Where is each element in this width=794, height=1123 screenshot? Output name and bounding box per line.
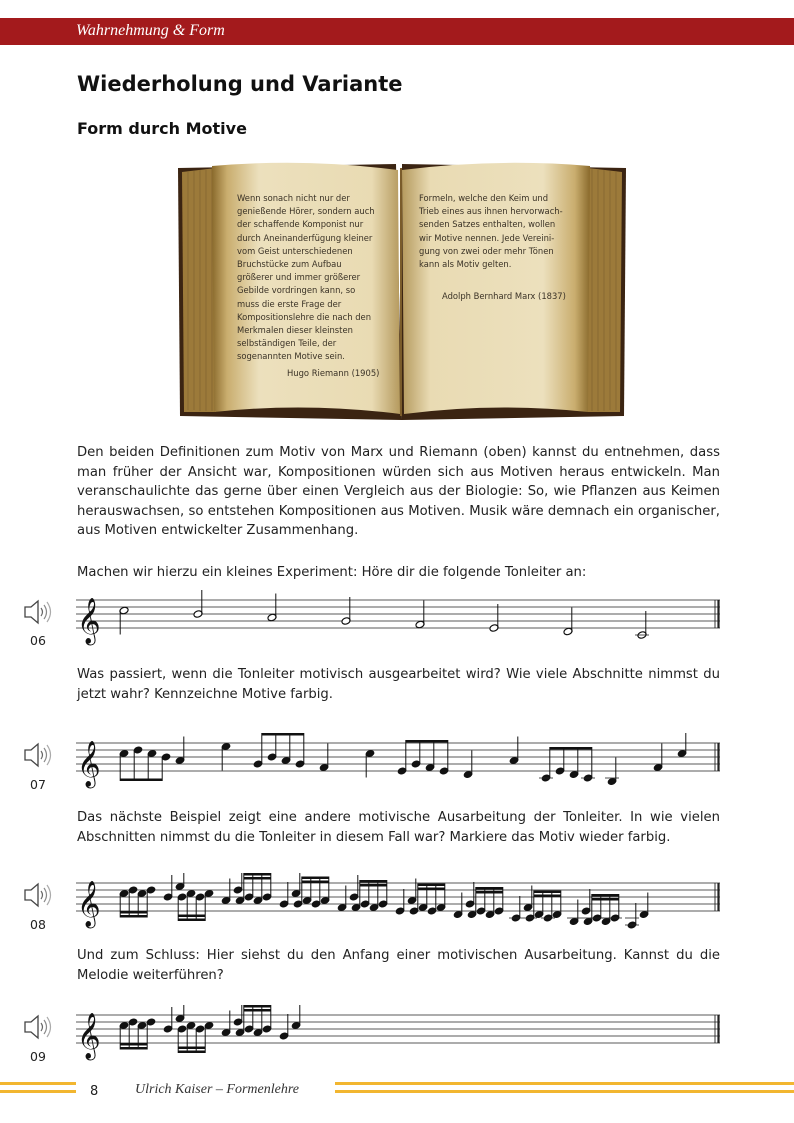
quote-line: sogenannten Motive sein. bbox=[237, 351, 345, 362]
track-number-08: 08 bbox=[30, 917, 46, 932]
quote-line: der schaffende Komponist nur bbox=[237, 219, 364, 230]
speaker-icon[interactable] bbox=[22, 1012, 54, 1042]
quote-line: genießende Hörer, sondern auch bbox=[237, 206, 375, 217]
quote-line: senden Satzes enthalten, wollen bbox=[419, 219, 556, 230]
page-number: 8 bbox=[90, 1084, 99, 1099]
staff-06 bbox=[76, 590, 724, 646]
staff-09 bbox=[76, 1005, 724, 1061]
quote-line: Gebilde vordringen kann, so bbox=[237, 285, 356, 296]
book-left-citation: Hugo Riemann (1905) bbox=[287, 368, 380, 378]
track-number-06: 06 bbox=[30, 633, 46, 648]
footer-author: Ulrich Kaiser – Formenlehre bbox=[135, 1082, 299, 1097]
question-paragraph-2: Das nächste Beispiel zeigt eine andere motivische Ausarbeitung der Tonleiter. In wie vielen Abschnitten nimmst du die Tonleiter in diesem Fall war? Markiere das Motiv wieder farbig. bbox=[77, 810, 720, 845]
book-left-quote bbox=[237, 192, 387, 364]
speaker-icon[interactable] bbox=[22, 880, 54, 910]
book-right-quote bbox=[419, 192, 569, 271]
intro-paragraph: Den beiden Definitionen zum Motiv von Marx und Riemann (oben) kannst du entnehmen, dass man früher der Ansicht war, Kompositionen würden sich aus Motiven heraus entwickeln. Man veranschaulichte das gerne über einen Vergleich aus der Biologie: So, wie Pflanzen aus Keimen herauswachsen, so entstehen Kompositionen aus Motiven. Musik wäre demnach ein organischer, aus Motiven entwickelter Zusammenhang. bbox=[77, 445, 720, 539]
footer-rule-left bbox=[0, 1082, 76, 1085]
question-paragraph-3: Und zum Schluss: Hier siehst du den Anfang einer motivischen Ausarbeitung. Kannst du die Melodie weiterführen? bbox=[77, 948, 720, 983]
quote-line: Formeln, welche den Keim und bbox=[419, 193, 549, 203]
section-title: Form durch Motive bbox=[77, 119, 247, 138]
staff-08 bbox=[76, 873, 724, 929]
page-title: Wiederholung und Variante bbox=[77, 72, 403, 96]
quote-line: wir Motive nennen. Jede Vereini- bbox=[419, 232, 555, 243]
book-right-citation: Adolph Bernhard Marx (1837) bbox=[442, 291, 566, 301]
quote-line: durch Aneinanderfügung kleiner bbox=[237, 232, 373, 243]
treble-clef-icon: 𝄞 bbox=[77, 881, 101, 927]
running-title: Wahrnehmung & Form bbox=[76, 22, 225, 39]
quote-line: größerer und immer größerer bbox=[237, 272, 361, 283]
experiment-paragraph: Machen wir hierzu ein kleines Experiment: Höre dir die folgende Tonleiter an: bbox=[77, 565, 587, 580]
quote-line: Wenn sonach nicht nur der bbox=[237, 193, 350, 203]
footer-rule-left bbox=[0, 1090, 76, 1093]
quote-line: Kompositionslehre die nach den bbox=[237, 311, 372, 322]
footer-rule-right bbox=[335, 1090, 794, 1093]
question-paragraph-1: Was passiert, wenn die Tonleiter motivisch ausgearbeitet wird? Wie viele Abschnitte nimmst du jetzt wahr? Kennzeichne Motive farbig. bbox=[77, 667, 720, 702]
treble-clef-icon: 𝄞 bbox=[77, 598, 101, 644]
treble-clef-icon: 𝄞 bbox=[77, 741, 101, 787]
quote-line: selbständigen Teile, der bbox=[237, 338, 337, 349]
track-number-07: 07 bbox=[30, 777, 46, 792]
footer-rule-right bbox=[335, 1082, 794, 1085]
staff-07 bbox=[76, 733, 724, 789]
speaker-icon[interactable] bbox=[22, 597, 54, 627]
quote-line: gung von zwei oder mehr Tönen bbox=[419, 245, 554, 256]
quote-line: Merkmalen dieser kleinsten bbox=[237, 325, 353, 336]
quote-line: vom Geist unterschiedenen bbox=[237, 245, 353, 256]
track-number-09: 09 bbox=[30, 1049, 46, 1064]
quote-line: Trieb eines aus ihnen hervorwach- bbox=[419, 206, 563, 217]
speaker-icon[interactable] bbox=[22, 740, 54, 770]
treble-clef-icon: 𝄞 bbox=[77, 1013, 101, 1059]
quote-line: muss die erste Frage der bbox=[237, 298, 342, 309]
quote-line: kann als Motiv gelten. bbox=[419, 259, 512, 270]
quote-line: Bruchstücke zum Aufbau bbox=[237, 259, 342, 270]
